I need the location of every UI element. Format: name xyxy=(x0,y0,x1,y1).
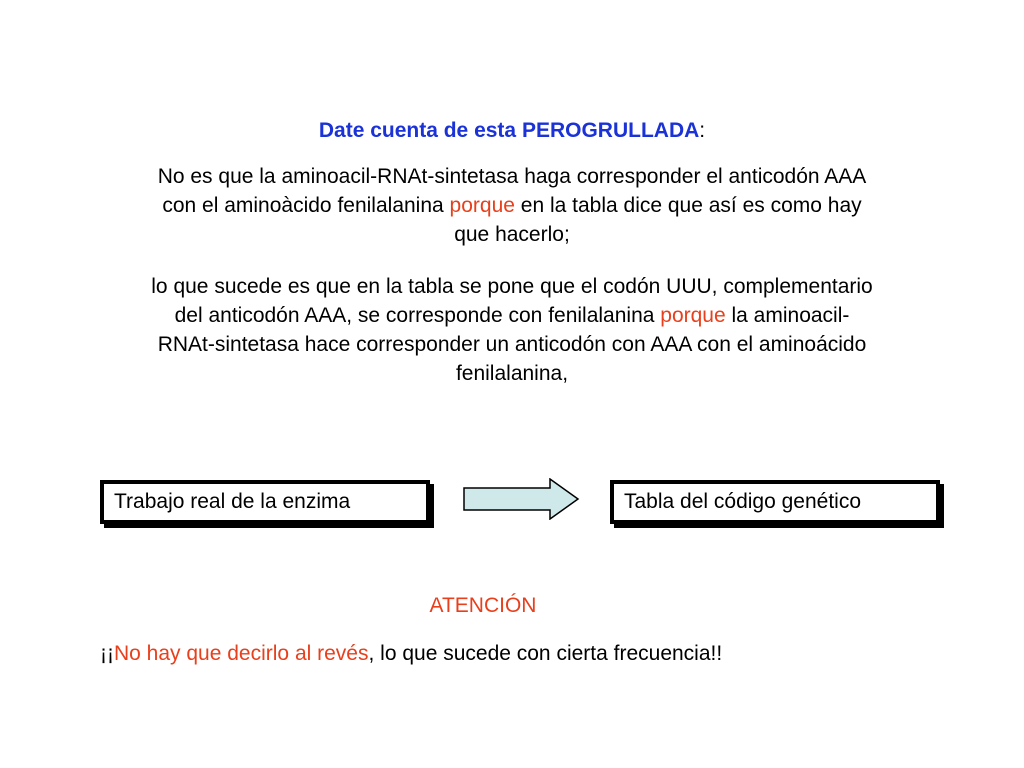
attention-title: ATENCIÓN xyxy=(429,594,537,617)
attention-prefix: ¡¡ xyxy=(100,642,114,665)
heading-text: Date cuenta de esta PEROGRULLADA xyxy=(318,119,700,142)
enzyme-work-box xyxy=(100,480,430,524)
right-arrow-icon xyxy=(462,478,580,520)
enzyme-work-label: Trabajo real de la enzima xyxy=(114,490,351,513)
paragraph-1-part-2: en la tabla dice que así es como hay que hacerlo; xyxy=(454,194,862,246)
slide-heading xyxy=(150,116,874,145)
genetic-code-table-box xyxy=(610,480,940,524)
attention-rest: , lo que sucede con cierta frecuencia!! xyxy=(368,642,723,665)
paragraph-2 xyxy=(150,272,874,388)
arrow-shape xyxy=(464,479,578,519)
paragraph-1-emphasis: porque xyxy=(449,194,515,217)
paragraph-2-emphasis: porque xyxy=(660,304,726,327)
paragraph-2-part-2: la aminoacil-RNAt-sintetasa hace corresponder un anticodón con AAA con el aminoácido fenilalanina, xyxy=(157,304,867,385)
heading-colon: : xyxy=(699,119,706,142)
paragraph-1 xyxy=(150,162,874,249)
paragraph-2-part-1: lo que sucede es que en la tabla se pone que el codón UUU, complementario del anticodón AAA, se corresponde con fenilalanina xyxy=(151,275,873,327)
attention-note xyxy=(100,640,920,668)
paragraph-1-part-1: No es que la aminoacil-RNAt-sintetasa haga corresponder el anticodón AAA con el aminoàcido fenilalanina xyxy=(157,165,867,217)
genetic-code-table-label: Tabla del código genético xyxy=(624,490,862,513)
attention-emphasis: No hay que decirlo al revés xyxy=(114,642,369,665)
